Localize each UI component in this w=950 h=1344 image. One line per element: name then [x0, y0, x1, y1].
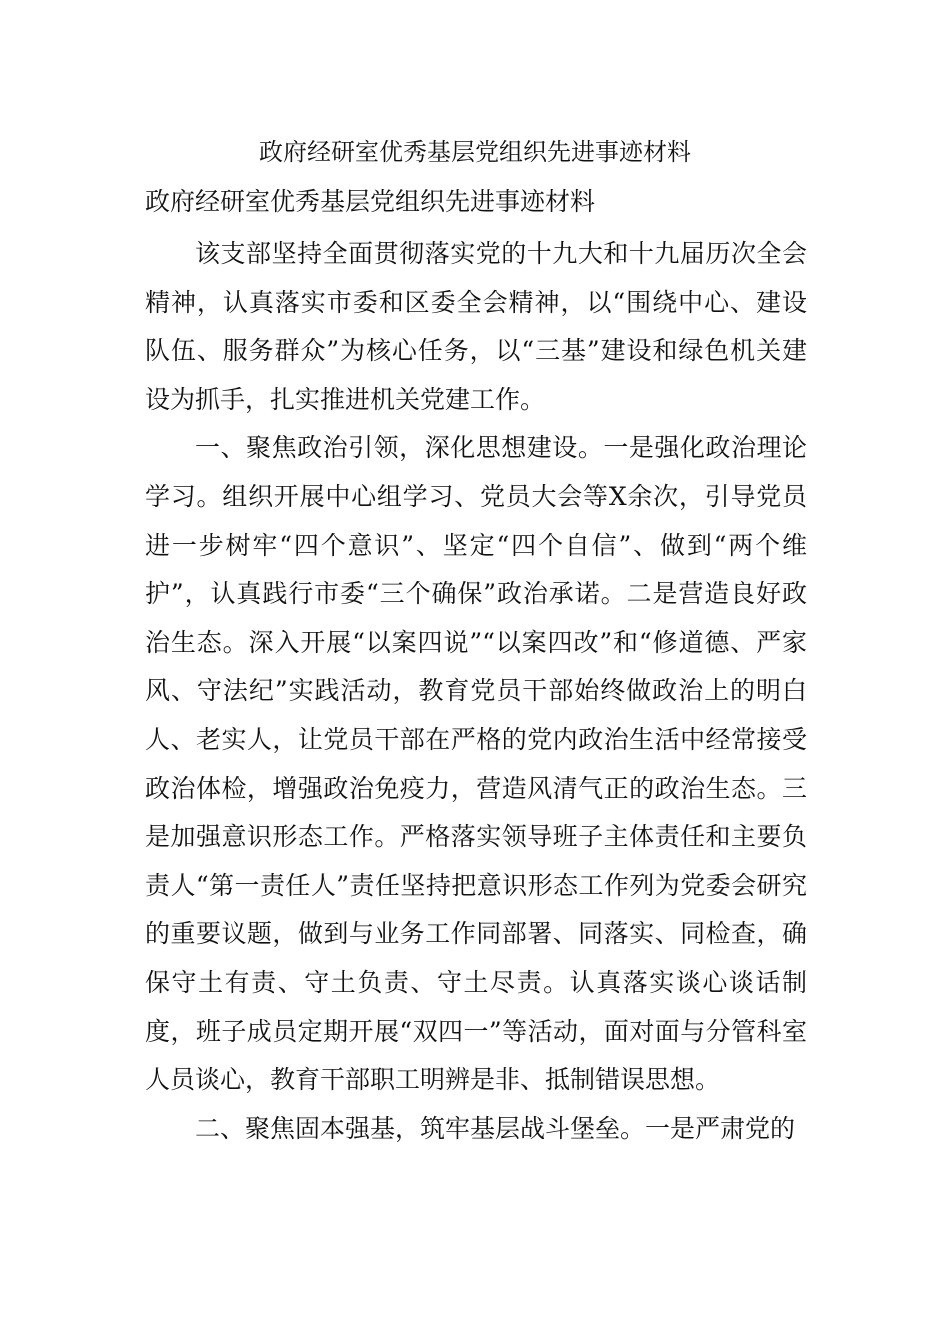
paragraph-section-two: 二、聚焦固本强基，筑牢基层战斗堡垒。一是严肃党的: [195, 1113, 796, 1143]
paragraph-intro: 该支部坚持全面贯彻落实党的十九大和十九届历次全会精神，认真落实市委和区委全会精神，以“围绕中心、建设队伍、服务群众”为核心任务，以“三基”建设和绿色机关建设为抓手，扎实推进机关党建工作。: [145, 239, 807, 414]
document-subtitle: 政府经研室优秀基层党组织先进事迹材料: [145, 187, 596, 216]
document-body: [145, 230, 807, 1153]
document-title: 政府经研室优秀基层党组织先进事迹材料: [259, 138, 691, 166]
paragraph-section-one: 一、聚焦政治引领，深化思想建设。一是强化政治理论学习。组织开展中心组学习、党员大会等X余次，引导党员进一步树牢“四个意识”、坚定“四个自信”、做到“两个维护”，认真践行市委“三个确保”政治承诺。二是营造良好政治生态。深入开展“以案四说”“以案四改”和“修道德、严家风、守法纪”实践活动，教育党员干部始终做政治上的明白人、老实人，让党员干部在严格的党内政治生活中经常接受政治体检，增强政治免疫力，营造风清气正的政治生态。三是加强意识形态工作。严格落实领导班子主体责任和主要负责人“第一责任人”责任坚持把意识形态工作列为党委会研究的重要议题，做到与业务工作同部署、同落实、同检查，确保守土有责、守土负责、守土尽责。认真落实谈心谈话制度，班子成员定期开展“双四一”等活动，面对面与分管科室人员谈心，教育干部职工明辨是非、抵制错误思想。: [145, 433, 807, 1095]
